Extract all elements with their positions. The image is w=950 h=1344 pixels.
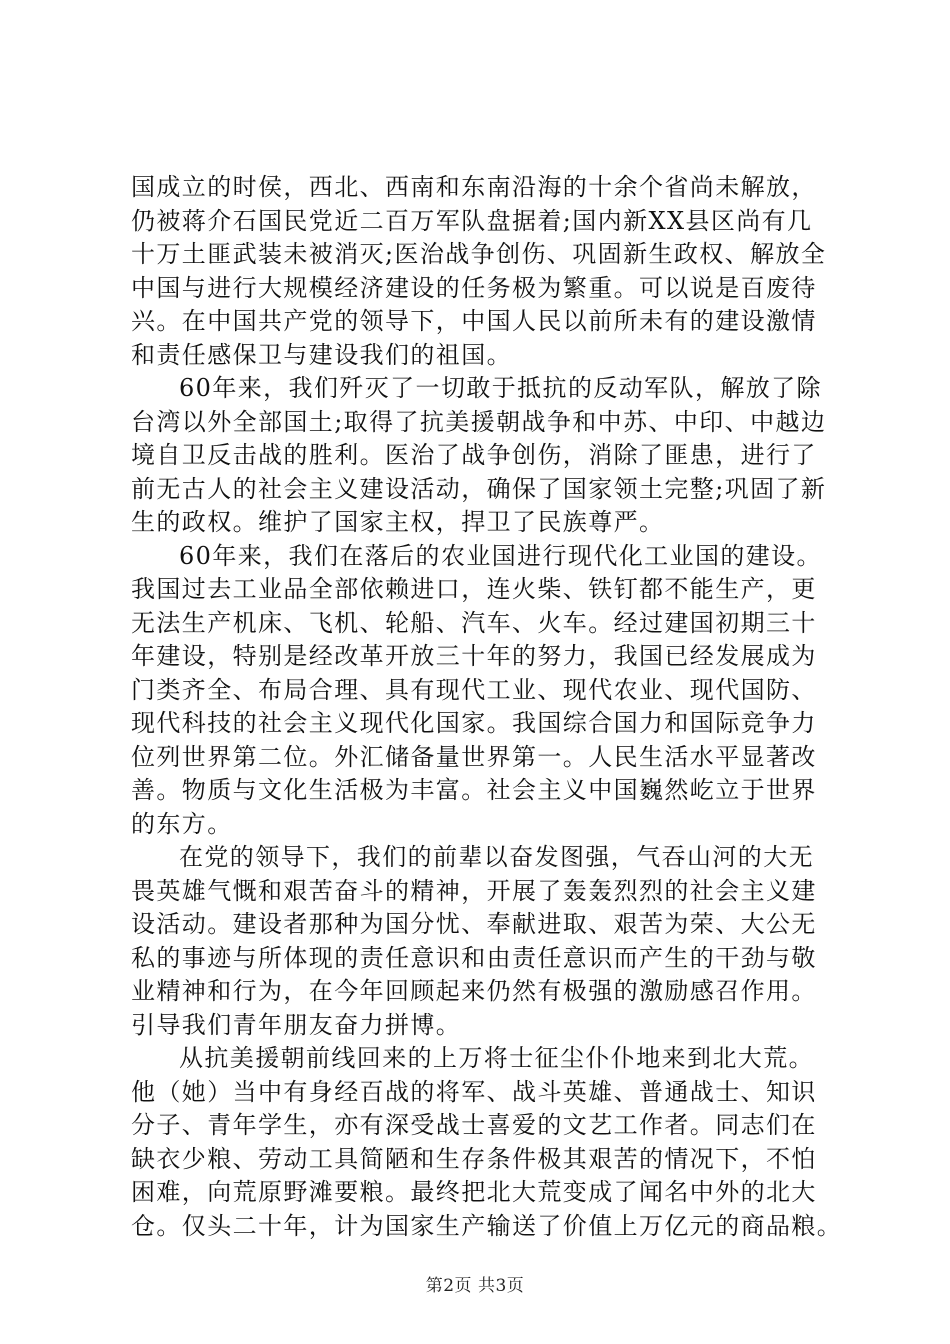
text-line: 私的事迹与所体现的责任意识和由责任意识而产生的干劲与敬 xyxy=(131,943,817,972)
text-line: 60年来，我们在落后的农业国进行现代化工业国的建设。 xyxy=(179,541,822,570)
text-line: 现代科技的社会主义现代化国家。我国综合国力和国际竞争力 xyxy=(131,709,817,737)
text-line: 在党的领导下，我们的前辈以奋发图强，气吞山河的大无 xyxy=(179,843,814,871)
text-line: 仍被蒋介石国民党近二百万军队盘据着;国内新XX县区尚有几 xyxy=(131,206,813,235)
text-line: 和责任感保卫与建设我们的祖国。 xyxy=(131,340,512,369)
text-line: 中国与进行大规模经济建设的任务极为繁重。可以说是百废待 xyxy=(131,273,817,302)
text-line: 60年来，我们歼灭了一切敢于抵抗的反动军队，解放了除 xyxy=(179,374,822,402)
text-line: 业精神和行为，在今年回顾起来仍然有极强的激励感召作用。 xyxy=(131,977,817,1005)
text-line: 我国过去工业品全部依赖进口，连火柴、铁钉都不能生产，更 xyxy=(131,575,817,603)
text-line: 年建设，特别是经改革开放三十年的努力，我国已经发展成为 xyxy=(131,642,817,670)
text-line: 十万土匪武装未被消灭;医治战争创伤、巩固新生政权、解放全 xyxy=(131,240,827,268)
text-line: 仓。仅头二十年，计为国家生产输送了价值上万亿元的商品粮。 xyxy=(131,1211,843,1240)
text-line: 前无古人的社会主义建设活动，确保了国家领土完整;巩固了新 xyxy=(131,474,827,503)
text-line: 从抗美援朝前线回来的上万将士征尘仆仆地来到北大荒。 xyxy=(179,1044,814,1072)
text-line: 分子、青年学生，亦有深受战士喜爱的文艺工作者。同志们在 xyxy=(131,1111,817,1139)
text-line: 位列世界第二位。外汇储备量世界第一。人民生活水平显著改 xyxy=(131,742,817,771)
document-body xyxy=(131,171,843,1243)
text-line: 善。物质与文化生活极为丰富。社会主义中国巍然屹立于世界 xyxy=(131,776,817,804)
text-line: 境自卫反击战的胜利。医治了战争创伤，消除了匪患，进行了 xyxy=(131,441,817,469)
text-line: 缺衣少粮、劳动工具简陋和生存条件极其艰苦的情况下，不怕 xyxy=(131,1144,817,1173)
text-line: 门类齐全、布局合理、具有现代工业、现代农业、现代国防、 xyxy=(131,675,817,704)
text-line: 兴。在中国共产党的领导下，中国人民以前所未有的建设激情 xyxy=(131,307,817,335)
text-line: 台湾以外全部国土;取得了抗美援朝战争和中苏、中印、中越边 xyxy=(131,407,827,436)
text-line: 无法生产机床、飞机、轮船、汽车、火车。经过建国初期三十 xyxy=(131,608,817,637)
text-line: 他（她）当中有身经百战的将军、战斗英雄、普通战士、知识 xyxy=(131,1077,817,1106)
text-line: 国成立的时侯，西北、西南和东南沿海的十余个省尚未解放， xyxy=(131,173,817,201)
text-line: 畏英雄气慨和艰苦奋斗的精神，开展了轰轰烈烈的社会主义建 xyxy=(131,876,817,905)
text-line: 设活动。建设者那种为国分忧、奉献进取、艰苦为荣、大公无 xyxy=(131,910,817,938)
text-line: 引导我们青年朋友奋力拼博。 xyxy=(131,1010,462,1039)
text-line: 困难，向荒原野滩要粮。最终把北大荒变成了闻名中外的北大 xyxy=(131,1178,817,1206)
text-line: 的东方。 xyxy=(131,809,233,838)
page-footer: 第2页 共3页 xyxy=(425,1276,525,1296)
text-line: 生的政权。维护了国家主权，捍卫了民族尊严。 xyxy=(131,508,665,536)
